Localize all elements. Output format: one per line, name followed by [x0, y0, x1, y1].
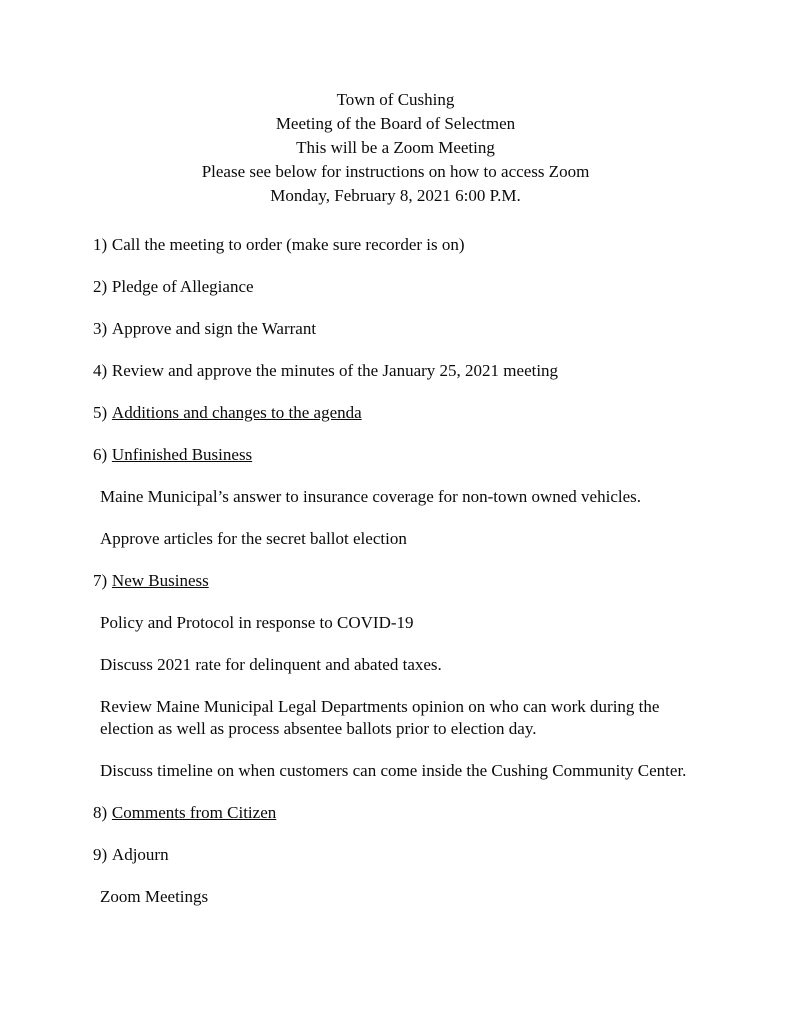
agenda-item-4	[93, 360, 713, 382]
agenda-item-8	[93, 802, 713, 824]
agenda-item-number: 7)	[93, 571, 108, 590]
new-business-item: Policy and Protocol in response to COVID-19	[100, 613, 414, 632]
header-town-name: Town of Cushing	[336, 90, 455, 109]
agenda-list	[93, 234, 713, 908]
agenda-item-number: 3)	[93, 319, 108, 338]
unfinished-business-item: Maine Municipal’s answer to insurance coverage for non-town owned vehicles.	[100, 487, 641, 506]
agenda-item-text: Call the meeting to order (make sure recorder is on)	[111, 235, 465, 254]
agenda-item-text: New Business	[111, 571, 209, 590]
agenda-item-2	[93, 276, 713, 298]
unfinished-business-item: Approve articles for the secret ballot election	[100, 529, 407, 548]
document-header	[0, 88, 791, 208]
agenda-item-text: Adjourn	[111, 845, 169, 864]
agenda-item-6	[93, 444, 713, 466]
header-zoom-note: This will be a Zoom Meeting	[296, 138, 495, 157]
agenda-item-text: Review and approve the minutes of the January 25, 2021 meeting	[111, 361, 559, 380]
agenda-item-text: Pledge of Allegiance	[111, 277, 254, 296]
agenda-item-number: 2)	[93, 277, 108, 296]
agenda-item-text: Comments from Citizen	[111, 803, 277, 822]
new-business-item: Discuss timeline on when customers can come inside the Cushing Community Center.	[100, 761, 687, 780]
agenda-item-text: Approve and sign the Warrant	[111, 319, 317, 338]
agenda-item-number: 9)	[93, 845, 108, 864]
agenda-item-text: Additions and changes to the agenda	[111, 403, 362, 422]
zoom-meetings-label: Zoom Meetings	[100, 887, 209, 906]
new-business-item: Review Maine Municipal Legal Departments opinion on who can work during the election as well as process absentee ballots prior to election day.	[100, 697, 660, 738]
agenda-item-number: 8)	[93, 803, 108, 822]
header-date-time: Monday, February 8, 2021 6:00 P.M.	[270, 186, 521, 205]
agenda-item-text: Unfinished Business	[111, 445, 253, 464]
agenda-item-9	[93, 844, 713, 866]
header-meeting-title: Meeting of the Board of Selectmen	[275, 114, 516, 133]
agenda-item-1	[93, 234, 713, 256]
new-business-item: Discuss 2021 rate for delinquent and abated taxes.	[100, 655, 442, 674]
agenda-item-5	[93, 402, 713, 424]
agenda-item-number: 4)	[93, 361, 108, 380]
agenda-item-7	[93, 570, 713, 592]
agenda-item-number: 1)	[93, 235, 108, 254]
agenda-item-number: 5)	[93, 403, 108, 422]
agenda-item-number: 6)	[93, 445, 108, 464]
agenda-item-3	[93, 318, 713, 340]
header-instructions-note: Please see below for instructions on how to access Zoom	[201, 162, 590, 181]
